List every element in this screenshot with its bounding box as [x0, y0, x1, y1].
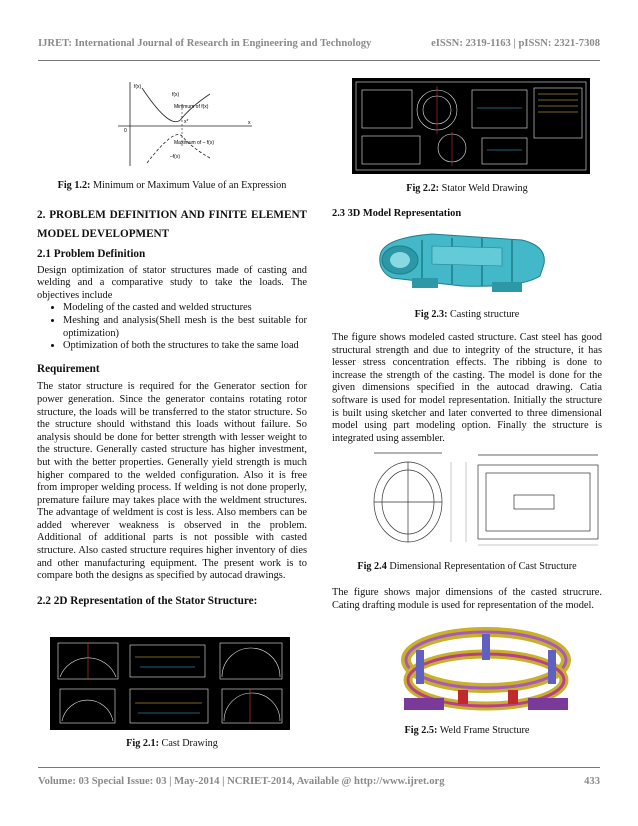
- list-item: • Meshing and analysis(Shell mesh is the best suitable for optimization): [63, 315, 307, 340]
- section-2-3-heading: 2.3 3D Model Representation: [332, 208, 462, 219]
- fig12-negfx: –f(x): [170, 154, 180, 160]
- requirement-heading: Requirement: [37, 362, 100, 375]
- fig-2-3-casting-model: [372, 226, 552, 298]
- header-rule: [38, 60, 600, 61]
- fig-2-5-weld-frame-model: [398, 620, 574, 715]
- footer-rule: [38, 767, 600, 768]
- objectives-list: [37, 302, 307, 352]
- fig-1-2-graph: [112, 78, 257, 170]
- section-2-heading: 2. PROBLEM DEFINITION AND FINITE ELEMENT MODEL DEVELOPMENT: [37, 209, 307, 240]
- fig12-max: Maximum of – f(x): [174, 140, 215, 146]
- fig-2-3-caption: Fig 2.3: Casting structure: [414, 309, 520, 320]
- left-body: [37, 206, 307, 607]
- section-2-4-para: The figure shows major dimensions of the casted strucrure. Cating drafting module is used for representation of the model.: [332, 587, 602, 611]
- fig12-fx: f(x): [134, 84, 142, 90]
- fig-2-1-cast-drawing: [50, 637, 290, 730]
- section-2-1-heading: 2.1 Problem Definition: [37, 248, 146, 260]
- list-item: • Optimization of both the structures to take the same load: [63, 340, 307, 353]
- fig-1-2-caption: Fig 1.2: Minimum or Maximum Value of an Expression: [57, 180, 287, 191]
- page-footer: [38, 776, 600, 787]
- fig-2-5-caption: Fig 2.5: Weld Frame Structure: [404, 725, 530, 736]
- fig-2-2-weld-drawing: [352, 78, 590, 174]
- page-header: [38, 38, 600, 49]
- issn: eISSN: 2319-1163 | pISSN: 2321-7308: [431, 38, 600, 49]
- section-2-2-heading: 2.2 2D Representation of the Stator Structure:: [37, 594, 258, 607]
- requirement-para: The stator structure is required for the Generator section for power generation. Since the generator contains rotating rotor structure, the loads will be transferred to the stator structure. So the structure should withstand this loads without failure. So analysis should be done for better strength with lesser weight to the structure. Generally casted structure has higher investment, but with the better properties. Generally yield strength is much higher compared to the welded configuration. Also it is free from improper welding process. If welding is not done properly, premature failure may takes place with the weldment structures. The advantage of weldment is cost is less. Also members can be added wherever weakness is observed in the problem. Additional of additional parts is not possible with casted structure. Also casted structure requires higher inventory of dies and other manufacturing equipment. The present work is to compare both the designs as specified by autocad drawings.: [37, 381, 307, 582]
- fig-2-4-dimension-drawing: [366, 447, 606, 550]
- fig12-zero: 0: [124, 128, 127, 134]
- journal-title: IJRET: International Journal of Research in Engineering and Technology: [38, 38, 372, 49]
- page-number: 433: [584, 776, 600, 787]
- fig12-min: Minimum of f(x): [174, 104, 209, 110]
- list-item: • Modeling of the casted and welded structures: [63, 302, 307, 315]
- fig-2-4-caption: Fig 2.4 Dimensional Representation of Cast Structure: [357, 561, 577, 572]
- fig12-xaxis: x: [248, 120, 251, 126]
- fig-2-2-caption: Fig 2.2: Stator Weld Drawing: [406, 183, 528, 194]
- fig-2-1-caption: Fig 2.1: Cast Drawing: [126, 738, 218, 749]
- fig12-xstar: x*: [184, 119, 189, 125]
- section-2-1-para: Design optimization of stator structures made of casting and welding and a comparative study to take the loads. The objectives include: [37, 264, 307, 301]
- footer-citation: Volume: 03 Special Issue: 03 | May-2014 | NCRIET-2014, Available @ http://www.ijret.org: [38, 776, 445, 787]
- fig12-fx-top: f(x): [172, 92, 180, 98]
- section-2-3-para: The figure shows modeled casted structure. Cast steel has good structural strength and due to integrity of the structure, it has lesser stress concentration effects. The ribbing is done to increase the strength of the casting. The model is done for the given dimensions specified in the autocad drawing. Catia software is used for model representation. Initially the structure is built using sketcher and later converted to three dimensional model using part modeling option. Finally the structure is integrated using assembler.: [332, 332, 602, 444]
